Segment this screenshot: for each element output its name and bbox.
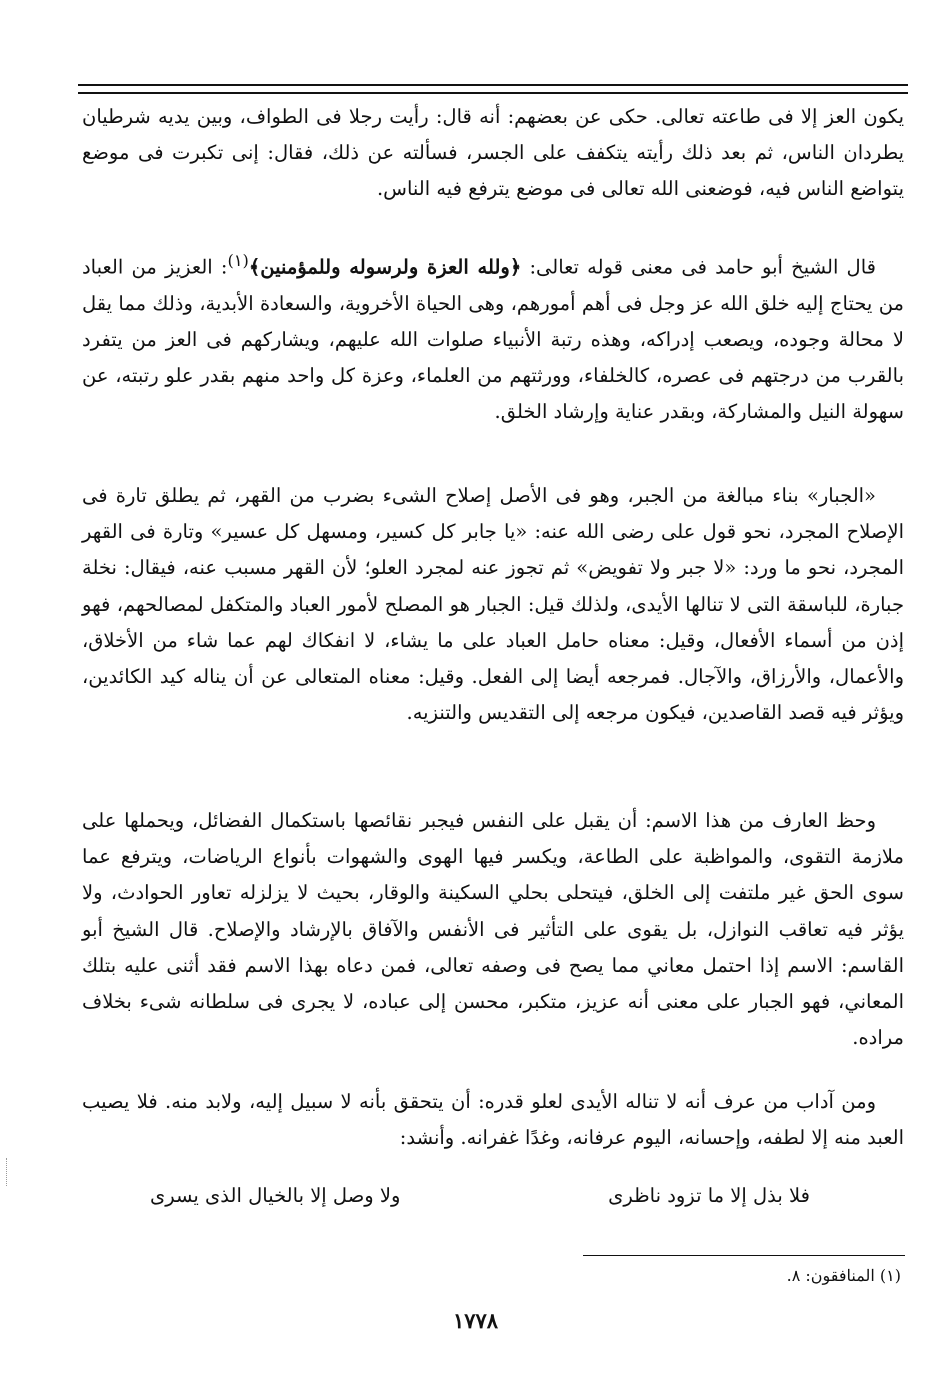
paragraph-1-line-1: يكون العز إلا فى طاعته تعالى. حكى عن بعضهم: أنه قال: رأيت رجلا فى الطواف، وبين — [196, 105, 904, 128]
header-rule-top — [78, 84, 908, 86]
verse-first-hemistich: فلا بذل إلا ما تزود ناظرى — [608, 1184, 810, 1207]
paragraph-5-text: ومن آداب من عرف أنه لا تناله الأيدى لعلو قدره: أن يتحقق بأنه لا سبيل إليه، ولابد منه. فلا يصيب العبد منه إلا لطفه، وإحسانه، اليوم عرفانه، وغدًا غفرانه. وأنشد: — [82, 1090, 904, 1150]
paragraph-1-line-3: إنى تكبرت فى موضع يتواضع الناس فيه، فوضعنى الله تعالى فى موضع يترفع فيه الناس. — [82, 141, 904, 201]
paragraph-4 — [82, 803, 904, 1056]
paragraph-5 — [82, 1084, 904, 1156]
scan-edge-mark — [6, 1158, 11, 1186]
verse-second-hemistich: ولا وصل إلا بالخيال الذى يسرى — [150, 1184, 401, 1207]
footnote-reference: (١) — [227, 251, 249, 270]
quran-verse: ﴿ولله العزة ولرسوله وللمؤمنين﴾ — [248, 255, 522, 279]
paragraph-2-body: : العزيز من العباد من يحتاج إليه خلق الله عز وجل فى أهم أمورهم، وهى الحياة الأخروية، والسعادة الأبدية، وذلك مما يقل لا محالة وجوده، ويصعب إدراكه، وهذه رتبة الأنبياء صلوات الله عليهم، ويشاركهم فى العز من يتفرد بالقرب من درجتهم فى عصره، كالخلفاء، وورثتهم من العلماء، وعزة كل واحد منهم بقدر علو رتبته، عن سهولة النيل والمشاركة، وبقدر عناية وإرشاد الخلق. — [82, 255, 904, 424]
poetry-verse — [150, 1181, 810, 1211]
paragraph-2-intro: قال الشيخ أبو حامد فى معنى قوله تعالى: — [521, 255, 876, 279]
footnote-separator — [583, 1255, 905, 1256]
header-rule-bottom — [78, 92, 908, 94]
paragraph-3-text: «الجبار» بناء مبالغة من الجبر، وهو فى الأصل إصلاح الشىء بضرب من القهر، ثم يطلق تارة فى الإصلاح المجرد، نحو قول على رضى الله عنه: «يا جابر كل كسير، ومسهل كل عسير» وتارة فى القهر المجرد، نحو ما ورد: «لا جبر ولا تفويض» ثم تجوز عنه لمجرد العلو؛ لأن القهر مسبب عنه، فيقال: نخلة جبارة، للباسقة التى لا تنالها الأيدى، ولذلك قيل: الجبار هو المصلح لأمور العباد والمتكفل لمصالحهم، فهو إذن من أسماء الأفعال، وقيل: معناه حامل العباد على ما يشاء، لا انفكاك لهم عما شاء من الأخلاق، والأعمال، والأرزاق، والآجال. فمرجعه أيضا إلى الفعل. وقيل: معناه المتعالى عن أن يناله كيد الكائدين، ويؤثر فيه قصد القاصدين، فيكون مرجعه إلى التقديس والتنزيه. — [82, 484, 904, 725]
paragraph-2 — [82, 243, 904, 431]
paragraph-1 — [82, 99, 904, 208]
paragraph-4-text: وحظ العارف من هذا الاسم: أن يقبل على النفس فيجبر نقائصها باستكمال الفضائل، ويحملها على ملازمة التقوى، والمواظبة على الطاعة، ويكسر فيها الهوى والشهوات بأنواع الرياضات، ويترفع عما سوى الحق غير ملتفت إلى الخلق، فيتحلى بحلي السكينة والوقار، بحيث لا يزلزله تعاور الحوادث، ولا يؤثر فيه تعاقب النوازل، بل يقوى على التأثير فى الأنفس والآفاق بالإرشاد والإصلاح. قال الشيخ أبو القاسم: الاسم إذا احتمل معاني مما يصح فى وصفه تعالى، فمن دعاه بهذا الاسم فقد أثنى عليه بتلك المعاني، فهو الجبار على معنى أنه عزيز، متكبر، محسن إلى عباده، لا يجرى فى سلطانه شىء بخلاف مراده. — [82, 809, 904, 1050]
page-number: ١٧٧٨ — [452, 1308, 499, 1333]
footnote: (١) المنافقون: ٨. — [786, 1266, 901, 1285]
paragraph-1-line-2: يديه شرطيان يطردان الناس، ثم بعد ذلك رأيته يتكفف على الجسر، فسألته عن ذلك، فقال: — [82, 105, 904, 165]
paragraph-3 — [82, 478, 904, 731]
